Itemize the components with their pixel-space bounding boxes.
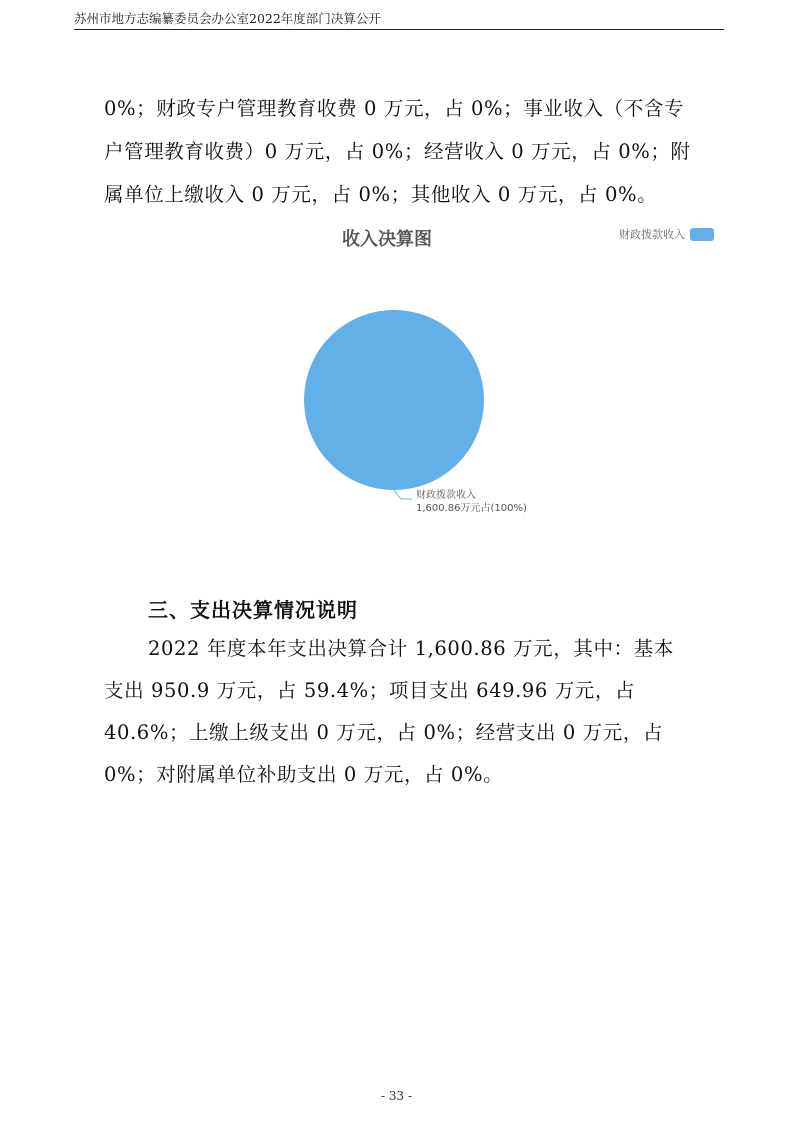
slice-label-leader [394, 490, 412, 499]
section-title-expense: 三、支出决算情况说明 [148, 598, 358, 622]
page-number: - 33 - [380, 1089, 412, 1103]
expense-line-3: 40.6%；上缴上级支出 0 万元，占 0%；经营支出 0 万元，占 [104, 721, 664, 744]
slice-label-name: 财政拨款收入 [416, 490, 476, 501]
chart-title: 收入决算图 [342, 229, 432, 250]
income-line-2: 户管理教育收费）0 万元，占 0%；经营收入 0 万元，占 0%；附 [104, 140, 691, 163]
pie-slice-caizheng [304, 310, 484, 490]
income-line-3: 属单位上缴收入 0 万元，占 0%；其他收入 0 万元，占 0%。 [104, 183, 658, 206]
header-rule [74, 29, 724, 30]
legend-label: 财政拨款收入 [619, 228, 685, 241]
income-pie-chart [290, 215, 730, 535]
expense-line-4: 0%；对附属单位补助支出 0 万元，占 0%。 [104, 763, 504, 786]
page-header: 苏州市地方志编纂委员会办公室2022年度部门决算公开 [74, 11, 381, 26]
expense-line-1: 2022 年度本年支出决算合计 1,600.86 万元，其中：基本 [148, 637, 674, 660]
pie-svg [290, 215, 730, 535]
slice-label [416, 489, 527, 515]
income-line-1: 0%；财政专户管理教育收费 0 万元，占 0%；事业收入（不含专 [104, 97, 685, 120]
slice-label-value: 1,600.86万元占(100%) [416, 503, 527, 514]
expense-line-2: 支出 950.9 万元，占 59.4%；项目支出 649.96 万元，占 [104, 679, 636, 702]
